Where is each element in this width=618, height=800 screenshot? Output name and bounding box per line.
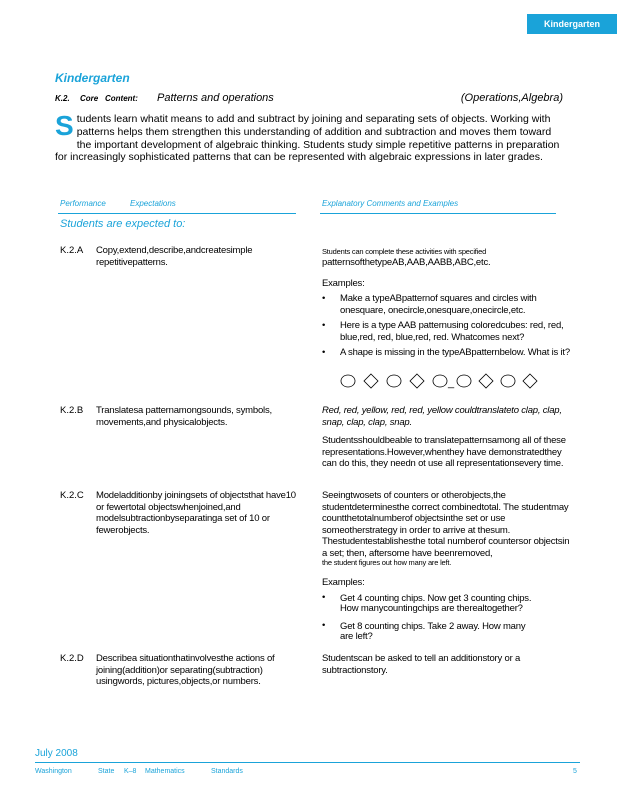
circle-shape: [387, 375, 401, 387]
footer-date: July 2008: [35, 748, 78, 759]
column-divider-left: [58, 213, 296, 214]
k2b-comment-1: Red, red, yellow, red, red, yellow couldtranslateto clap, clap, snap, clap, clap, snap.: [322, 405, 562, 428]
k2c-code: K.2.C: [60, 490, 84, 501]
standard-title: Patterns and operations: [157, 92, 274, 104]
k2a-comment-2: patternsofthetypeAB,AAB,AABB,ABC,etc.: [322, 257, 491, 268]
square-shape: [410, 374, 424, 388]
drop-cap: S: [55, 110, 74, 141]
circle-shape: [341, 375, 355, 387]
footer-grades: K–8: [124, 768, 137, 775]
k2b-comment-2: Studentsshouldbeable to translatepatternsamong all of these representations.However,whenthey have demonstratedthey can do this, they needn ot use all representationsevery time.: [322, 435, 566, 469]
circle-shape: [501, 375, 515, 387]
k2c-example-2: are left?: [340, 631, 373, 642]
k2c-comment-1: Seeingtwosets of counters or otherobjects,the studentdeterminesthe correct combinedtotal. The studentmay countthetotalnumberof objectsinthe set or use someotherstrategy in order to arrive at thesum. Thestudentestablishesthe total numberof countersor objectsin a set; then, aftersome have beenremoved,: [322, 490, 570, 559]
shape-pattern: [340, 372, 540, 390]
k2c-example-2-small: Get 8 counting chips. Take 2 away. How many: [340, 621, 526, 632]
core-label: Core: [80, 94, 99, 103]
square-shape: [479, 374, 493, 388]
k2a-comment-1: Students can complete these activities with specified: [322, 247, 487, 256]
standard-strand: (Operations,Algebra): [460, 92, 563, 104]
footer-divider: [35, 762, 580, 763]
k2a-example-3: A shape is missing in the typeABpatternbelow. What is it?: [340, 347, 570, 358]
k2d-text: Describea situationthatinvolvesthe actions of joining(addition)or separating(subtraction) usingwords, pictures,objects,or numbers.: [96, 653, 275, 687]
k2d-code: K.2.D: [60, 653, 84, 664]
bullet-icon: •: [322, 347, 326, 358]
grade-heading: Kindergarten: [55, 71, 130, 85]
k2a-code: K.2.A: [60, 245, 84, 256]
content-label: Content:: [105, 94, 138, 103]
column-divider-right: [320, 213, 556, 214]
bullet-icon: •: [322, 320, 326, 331]
k2a-example-2: Here is a type AAB patternusing coloredcubes: red, red, blue,red, red, blue,red, red. Whatcomes next?: [340, 320, 564, 343]
column-header-explanatory: Explanatory Comments and Examples: [322, 199, 459, 208]
k2c-comment-1-small: the student figures out how many are left.: [322, 558, 452, 567]
intro-paragraph: [55, 110, 567, 164]
k2c-example-1-small: Get 4 counting chips. Now get 3 counting chips.: [340, 593, 532, 604]
missing-shape-blank: _: [448, 377, 455, 389]
footer-subject: Mathematics: [145, 768, 185, 775]
k2c-examples-label: Examples:: [322, 577, 365, 588]
bullet-icon: •: [322, 293, 326, 304]
square-shape: [523, 374, 537, 388]
circle-shape: [457, 375, 471, 387]
bullet-icon: •: [322, 592, 326, 603]
expected-heading: Students are expected to:: [60, 218, 186, 230]
k2a-text: Copy,extend,describe,andcreatesimple repetitivepatterns.: [96, 245, 253, 268]
k2b-code: K.2.B: [60, 405, 84, 416]
circle-shape: [433, 375, 447, 387]
k2c-example-1: How manycountingchips are therealtogether?: [340, 603, 523, 614]
square-shape: [364, 374, 378, 388]
column-header-expectations: Expectations: [130, 199, 176, 208]
footer-state-b: State: [98, 768, 115, 775]
bullet-icon: •: [322, 620, 326, 631]
footer-state-a: Washington: [35, 768, 72, 775]
column-header-performance: Performance: [60, 199, 106, 208]
k2d-comment-1: Studentscan be asked to tell an additionstory or a subtractionstory.: [322, 653, 521, 676]
grade-tab: Kindergarten: [527, 14, 617, 34]
footer-standards: Standards: [211, 768, 243, 775]
intro-text: tudents learn whatit means to add and subtract by joining and separating sets of objects. Working with patterns helps them strengthen this understanding of addition and subtraction and moves them toward the important development of algebraic thinking. Students study simple repetitive patterns in preparation for increasingly sophisticated patterns that can be represented with algebraic expressions in later grades.: [55, 113, 560, 164]
k2b-text: Translatesa patternamongsounds, symbols, movements,and physicalobjects.: [96, 405, 272, 428]
k2c-text: Modeladditionby joiningsets of objectsthat have10 or fewertotal objectswhenjoined,and modelsubtractionbyseparatinga set of 10 or fewerobjects.: [96, 490, 296, 536]
k2a-example-1: Make a typeABpatternof squares and circles with onesquare, onecircle,onesquare,onecircle,etc.: [340, 293, 537, 316]
standard-row: [55, 92, 563, 106]
k2a-examples-label: Examples:: [322, 278, 365, 289]
page-number: 5: [573, 768, 577, 775]
standard-code: K.2.: [55, 94, 70, 103]
